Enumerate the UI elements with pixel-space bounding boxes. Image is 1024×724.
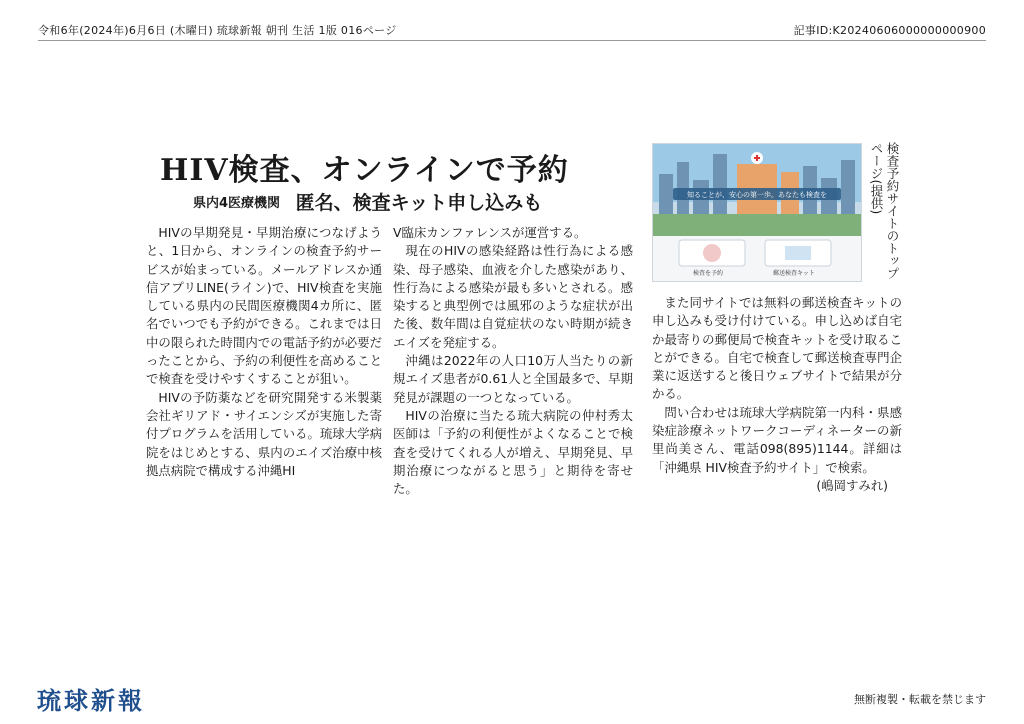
publication-info: 令和6年(2024年)6月6日 (木曜日) 琉球新報 朝刊 生活 1版 016ページ (38, 24, 397, 37)
paragraph: 問い合わせは琉球大学病院第一内科・県感染症診療ネットワークコーディネーターの新里尚美さん、電話098(895)1144。詳細は「沖縄県 HIV検査予約サイト」で検索。 (652, 404, 902, 475)
article-id: 記事ID:K20240606000000000900 (793, 24, 986, 37)
photo-caption: 検査予約サイトのトップページ(提供) (869, 142, 900, 280)
newspaper-logo: 琉球新報 (37, 686, 145, 715)
banner-text: 知ることが、安心の第一歩。あなたも検査を (687, 191, 827, 199)
paragraph: HIVの予防薬などを研究開発する米製薬会社ギリアド・サイエンシズが実施した寄付プログラムを活用している。琉球大学病院をはじめとする、県内のエイズ治療中核拠点病院で構成する沖縄HI (146, 389, 382, 478)
website-screenshot-photo (652, 143, 862, 282)
copyright-notice: 無断複製・転載を禁じます (854, 693, 986, 706)
subheadline: 匿名、検査キット申し込みも (295, 192, 543, 214)
paragraph: また同サイトでは無料の郵送検査キットの申し込みも受け付けている。申し込めば自宅か最寄りの郵便局で検査キットを受け取ることができる。自宅で検査して郵送検査専門企業に返送すると後日ウェブサイトで結果が分かる。 (652, 295, 902, 402)
card-2-label: 郵送検査キット (773, 270, 815, 277)
paragraph: HIVの治療に当たる琉大病院の仲村秀太医師は「予約の利便性がよくなることで検査を受けてくれる人が増え、早期発見、早期治療につながると思う」と期待を寄せた。 (393, 407, 633, 497)
card-1-label: 検査を予約 (693, 270, 724, 277)
paragraph-continuation: V臨床カンファレンスが運営する。 (393, 225, 587, 240)
body-column-2 (393, 224, 633, 498)
kicker: 県内4医療機関 (193, 196, 281, 211)
subheadline-row (193, 188, 542, 215)
body-column-3 (652, 294, 902, 495)
paragraph: 沖縄は2022年の人口10万人当たりの新規エイズ患者が0.61人と全国最多で、早期発見が課題の一つとなっている。 (393, 353, 633, 405)
paragraph: 現在のHIVの感染経路は性行為による感染、母子感染、血液を介した感染があり、性行為による感染が最も多いとされる。感染すると典型例では風邪のような症状が出た後、数年間は自覚症状のない時期が続きエイズを発症する。 (393, 243, 633, 350)
paragraph: HIVの早期発見・早期治療につなげようと、1日から、オンラインの検査予約サービスが始まっている。メールアドレスか通信アプリLINE(ライン)で、HIV検査を実施している県内の民間医療機関4カ所に、匿名でいつでも予約ができる。これまでは日中の限られた時間内での電話予約が必要だったことから、予約の利便性を高めることで検査を受けやすくすることが狙い。 (146, 225, 382, 387)
header-divider (38, 40, 986, 41)
body-column-1 (146, 224, 382, 480)
article-headline: HIV検査、オンラインで予約 (160, 153, 569, 188)
byline: (嶋岡すみれ) (816, 477, 888, 493)
